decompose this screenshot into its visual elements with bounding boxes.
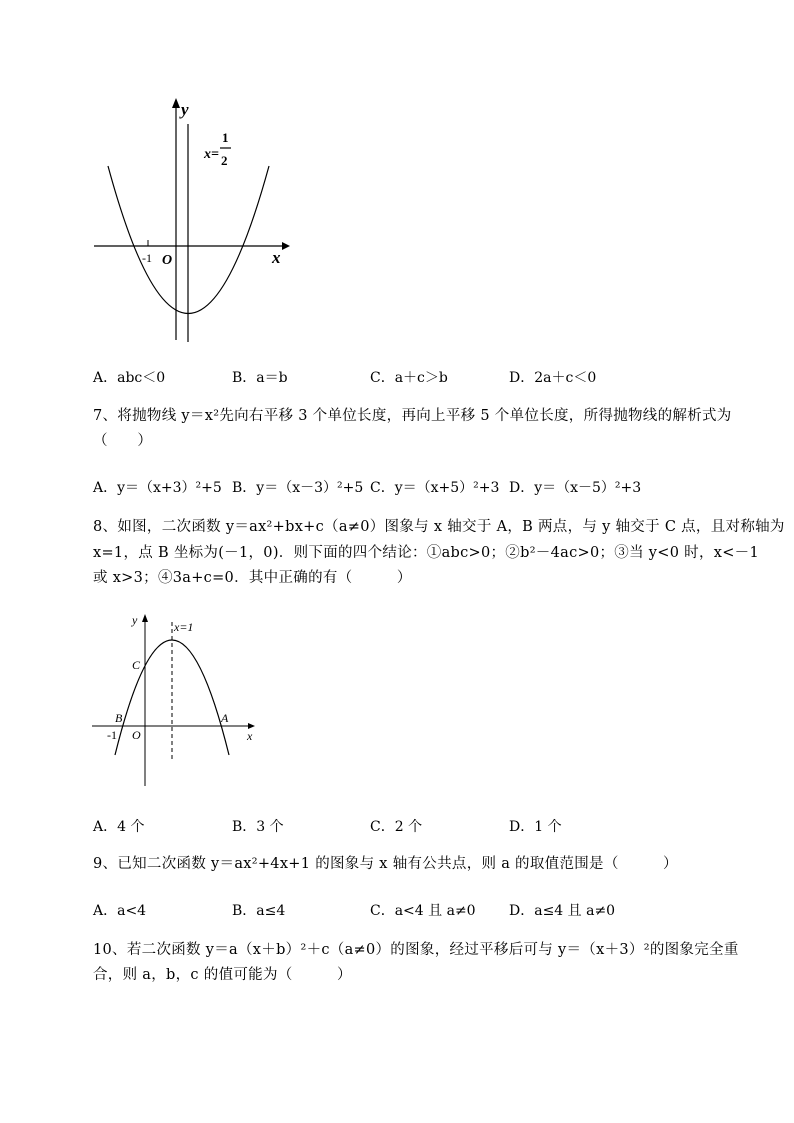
q6-option-a: A．abc＜0 (93, 370, 166, 386)
q8-option-b: B．3 个 (232, 819, 284, 835)
q8-option-a: A．4 个 (93, 819, 145, 835)
symmetry-eq-denominator: 2 (221, 153, 228, 168)
q7-option-a: A．y＝（x+3）²+5 (93, 480, 222, 496)
point-c-label: C (132, 658, 141, 672)
tick-neg1-label: -1 (107, 728, 117, 742)
q8-text-line2: x=1，点 B 坐标为(－1，0)．则下面的四个结论：①abc>0；②b²－4ac>0；③当 y<0 时，x<－1 (93, 545, 760, 561)
y-axis-label: y (132, 613, 138, 627)
symmetry-label: x=1 (174, 620, 194, 634)
origin-label: O (162, 253, 173, 268)
y-axis-label: y (181, 100, 189, 119)
q9-text-line1: 9、已知二次函数 y＝ax²+4x+1 的图象与 x 轴有公共点，则 a 的取值范围是（ ） (93, 856, 678, 872)
q6-option-b: B．a＝b (232, 370, 288, 386)
q7-option-c: C．y＝（x+5）²+3 (370, 480, 500, 496)
q9-option-c: C．a<4 且 a≠0 (370, 903, 476, 919)
q8-text-line3: 或 x>3；④3a+c=0．其中正确的有（ ） (93, 570, 412, 586)
q8-option-d: D．1 个 (509, 819, 562, 835)
q6-option-d: D．2a＋c＜0 (509, 370, 597, 386)
q10-text-line2: 合，则 a，b，c 的值可能为（ ） (93, 967, 352, 983)
x-axis-arrow (282, 242, 290, 250)
symmetry-eq-lhs: x= (204, 147, 219, 162)
y-axis-arrow (172, 98, 180, 108)
q10-text-line1: 10、若二次函数 y＝a（x＋b）²＋c（a≠0）的图象，经过平移后可与 y＝（x＋3）²的图象完全重 (93, 942, 739, 958)
q9-option-a: A．a<4 (93, 903, 147, 919)
q7-option-d: D．y＝（x－5）²+3 (509, 480, 642, 496)
y-axis-arrow (142, 614, 148, 622)
x-axis-label: x (247, 729, 253, 743)
q9-option-d: D．a≤4 且 a≠0 (509, 903, 616, 919)
x-axis-label: x (272, 248, 281, 267)
tick-neg1-label: -1 (142, 251, 152, 265)
q7-option-b: B．y＝（x－3）²+5 (232, 480, 364, 496)
origin-label: O (132, 728, 141, 742)
point-b-label: B (115, 711, 123, 725)
q9-option-b: B．a≤4 (232, 903, 286, 919)
q8-option-c: C．2 个 (370, 819, 423, 835)
parabola-graph-q8 (90, 610, 265, 790)
q7-text-line2: （ ） (93, 433, 153, 449)
point-a-label: A (221, 711, 229, 725)
q6-option-c: C．a＋c＞b (370, 370, 448, 386)
q7-text-line1: 7、将抛物线 y＝x²先向右平移 3 个单位长度，再向上平移 5 个单位长度，所得抛物线的解析式为 (93, 408, 732, 424)
parabola-graph-q6 (86, 96, 296, 346)
q8-text-line1: 8、如图，二次函数 y＝ax²+bx+c（a≠0）图象与 x 轴交于 A，B 两点，与 y 轴交于 C 点，且对称轴为 (93, 519, 785, 535)
symmetry-eq-numerator: 1 (222, 130, 229, 145)
